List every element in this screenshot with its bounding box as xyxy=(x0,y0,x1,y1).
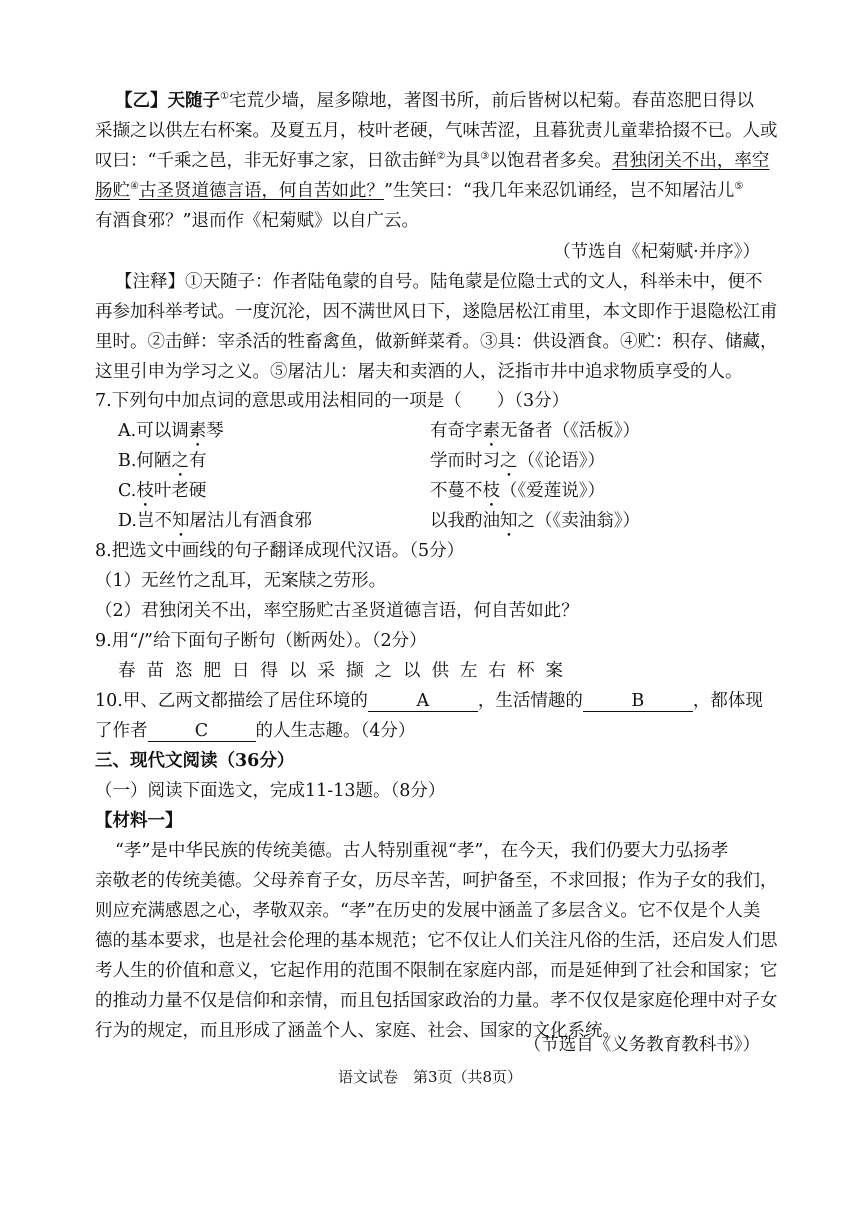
notes-line-1: 【注释】①天随子：作者陆龟蒙的自号。陆龟蒙是位隐士式的文人，科举未中，便不 xyxy=(115,272,763,292)
q7-option-a: A.可以调素琴 xyxy=(118,421,224,441)
material-1-label: 【材料一】 xyxy=(95,811,183,831)
underlined-sentence: 君独闭关不出，率空 xyxy=(611,151,770,171)
q7-option-c-compare: 不蔓不枝（《爱莲说》） xyxy=(430,481,605,501)
question-7-stem: 7.下列句中加点词的意思或用法相同的一项是（ ）（3分） xyxy=(95,391,570,411)
q9-sentence: 春苗恣肥日得以采撷之以供左右杯案 xyxy=(118,661,574,681)
question-10-line-2: 了作者 C 的人生志趣。（4分） xyxy=(95,721,416,741)
blank-c[interactable]: C xyxy=(148,721,256,742)
blank-a[interactable]: A xyxy=(368,691,478,712)
notes-line-4: 这里引申为学习之义。⑤屠沽儿：屠夫和卖酒的人，泛指市井中追求物质享受的人。 xyxy=(95,362,743,382)
q7-option-b: B.何陋之有 xyxy=(118,451,207,471)
section-3-subtitle: （一）阅读下面选文，完成11-13题。（8分） xyxy=(95,781,446,801)
page-footer: 语文试卷 第3页（共8页） xyxy=(337,1068,523,1086)
notes-line-2: 再参加科举考试。一度沉沦，因不满世风日下，遂隐居松江甫里，本文即作于退隐松江甫 xyxy=(95,302,778,322)
material-1-line-1: “孝”是中华民族的传统美德。古人特别重视“孝”，在今天，我们仍要大力弘扬孝 xyxy=(115,841,729,861)
passage-yi-line-1: 【乙】天随子①宅荒少墙，屋多隙地，著图书所，前后皆树以杞菊。春苗恣肥日得以 xyxy=(115,91,754,111)
material-1-line-4: 德的基本要求，也是社会伦理的基本规范；它不仅让人们关注凡俗的生活，还启发人们思 xyxy=(95,931,778,951)
question-10-line-1: 10.甲、乙两文都描绘了居住环境的 A ，生活情趣的 B ，都体现 xyxy=(95,691,763,711)
section-3-title: 三、现代文阅读（36分） xyxy=(95,751,295,771)
q7-option-d: D.岂不知屠沽儿有酒食邪 xyxy=(118,511,312,531)
material-1-line-3: 则应充满感恩之心，孝敬双亲。“孝”在历史的发展中涵盖了多层含义。它不仅是个人美 xyxy=(95,901,761,921)
material-1-line-5: 考人生的价值和意义，它起作用的范围不限制在家庭内部，而是延伸到了社会和国家；它 xyxy=(95,961,778,981)
passage-yi-line-3: 叹曰：“千乘之邑，非无好事之家，日欲击鲜②为具③以饱君者多矣。君独闭关不出，率空 xyxy=(95,151,770,171)
passage-yi-line-2: 采撷之以供左右杯案。及夏五月，枝叶老硬，气味苦涩，且暮犹责儿童辈拾掇不已。人或 xyxy=(95,121,778,141)
q7-option-c: C.枝叶老硬 xyxy=(118,481,207,501)
material-1-line-2: 亲敬老的传统美德。父母养育子女，历尽辛苦，呵护备至，不求回报；作为子女的我们， xyxy=(95,871,778,891)
material-1-line-6: 的推动力量不仅是信仰和亲情，而且包括国家政治的力量。孝不仅仅是家庭伦理中对子女 xyxy=(95,991,778,1011)
question-8-stem: 8.把选文中画线的句子翻译成现代汉语。（5分） xyxy=(95,541,465,561)
q7-option-d-compare: 以我酌油知之（《卖油翁》） xyxy=(430,511,640,531)
notes-line-3: 里时。②击鲜：宰杀活的牲畜禽鱼，做新鲜菜肴。③具：供设酒食。④贮：积存、储藏， xyxy=(95,332,778,352)
passage-yi-line-4: 肠贮④古圣贤道德言语，何自苦如此？”生笑曰：“我几年来忍饥诵经，岂不知屠沽儿⑤ xyxy=(95,181,744,201)
material-1-line-7: 行为的规定，而且形成了涵盖个人、家庭、社会、国家的文化系统。 xyxy=(95,1021,620,1041)
q7-option-a-compare: 有奇字素无备者（《活板》） xyxy=(430,421,640,441)
q8-sentence-1: （1）无丝竹之乱耳，无案牍之劳形。 xyxy=(95,571,387,591)
blank-b[interactable]: B xyxy=(583,691,693,712)
passage-yi-source: （节选自《杞菊赋·并序》） xyxy=(553,242,760,262)
question-9-stem: 9.用“/”给下面句子断句（断两处）。（2分） xyxy=(95,631,427,651)
q7-option-b-compare: 学而时习之（《论语》） xyxy=(430,451,605,471)
material-1-source: （节选自《义务教育教科书》） xyxy=(523,1035,760,1055)
q8-sentence-2: （2）君独闭关不出，率空肠贮古圣贤道德言语，何自苦如此？ xyxy=(95,601,579,621)
passage-yi-line-5: 有酒食邪？”退而作《杞菊赋》以自广云。 xyxy=(95,211,419,231)
